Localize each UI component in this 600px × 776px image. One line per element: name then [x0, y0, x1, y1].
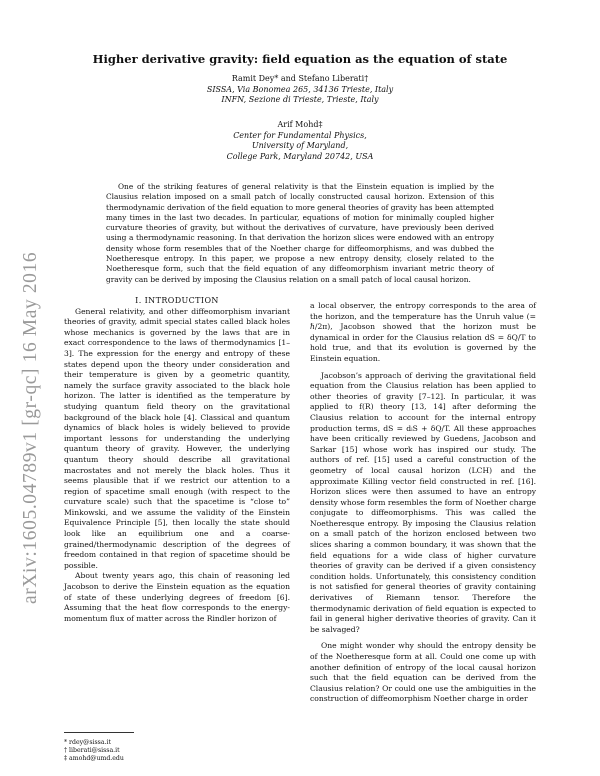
author-block-2: [0, 120, 600, 162]
right-column: [310, 301, 536, 705]
section-heading: I. INTRODUCTION: [135, 296, 219, 305]
affiliation-umd: University of Maryland,: [251, 141, 349, 151]
footnote-email-liberati: † liberati@sissa.it: [64, 747, 120, 754]
affiliation-cfp: Center for Fundamental Physics,: [233, 130, 367, 140]
author-block-1: [0, 74, 600, 106]
intro-paragraph-4: Jacobson’s approach of deriving the gravitational field equation from the Clausius relation has been applied to other theories of gravity [7–12]. In particular, it was applied to f(R) theory [13, 14] after deforming the Clausius relation to account for the internal entropy production terms, dS = dᵢS + δQ/T. All these approaches have been critically reviewed by Guedens, Jacobson and Sarkar [15] whose work has inspired our study. The authors of ref. [15] used a careful construction of the geometry of local causal horizon (LCH) and the approximate Killing vector field constructed in ref. [16]. Horizon slices were then assumed to have an entropy density whose form resembles the form of Noether charge conjugate to diffeomorphisms. This was called the Noetheresque entropy. By imposing the Clausius relation on a small patch of the horizon enclosed between two slices sharing a common boundary, it was shown that the field equations for a wide class of higher curvature theories of gravity can be derived if a given consistency condition holds. Unfortunately, this consistency condition is not satisfied for general theories of gravity containing derivatives of Riemann tensor. Therefore the thermodynamic derivation of field equation is expected to fail in general higher derivative theories of gravity. Can it be salvaged?: [310, 370, 536, 634]
arxiv-identifier: arXiv:1605.04789v1 [gr-qc] 16 May 2016: [20, 251, 41, 604]
intro-paragraph-3: a local observer, the entropy corresponds to the area of the horizon, and the temperature has the Unruh value (= ℏ/2π), Jacobson showed that the horizon must be dynamical in order for the Clausius relation dS = δQ/T to hold true, and that its evolution is governed by the Einstein equation.: [310, 301, 536, 363]
left-column: [64, 296, 290, 624]
intro-paragraph-5: One might wonder why should the entropy density be of the Noetheresque form at all. Could one come up with another definition of entropy of the local causal horizon such that the field equation can be derived from the Clausius relation? Or could one use the ambiguities in the construction of diffeomorphism Noether charge in order: [310, 641, 536, 704]
abstract: One of the striking features of general relativity is that the Einstein equation is implied by the Clausius relation imposed on a small patch of locally constructed causal horizon. Extension of this thermodynamic derivation of the field equation to more general theories of gravity has been attempted many times in the last two decades. In particular, equations of motion for minimally coupled higher curvature theories of gravity, but without the derivatives of curvature, have previously been derived using a thermodynamic reasoning. In that derivation the horizon slices were endowed with an entropy density whose form resembles that of the Noether charge for diffeomorphisms, and was dubbed the Noetheresque entropy. In this paper, we propose a new entropy density, closely related to the Noetheresque form, such that the field equation of any diffeomorphism invariant metric theory of gravity can be derived by imposing the Clausius relation on a small patch of local causal horizon.: [106, 182, 494, 284]
authors-line-2: Arif Mohd‡: [277, 120, 323, 129]
affiliation-sissa: SISSA, Via Bonomea 265, 34136 Trieste, Italy: [206, 84, 394, 94]
footnote-email-mohd: ‡ amohd@umd.edu: [64, 755, 124, 762]
intro-paragraph-2: About twenty years ago, this chain of reasoning led Jacobson to derive the Einstein equation as the equation of state of these underlying degrees of freedom [6]. Assuming that the heat flow corresponds to the energy-momentum flux of matter across the Rindler horizon of: [64, 571, 290, 623]
affiliation-infn: INFN, Sezione di Trieste, Trieste, Italy: [221, 95, 379, 105]
paper-title: Higher derivative gravity: field equation as the equation of state: [92, 52, 508, 66]
intro-paragraph-1: General relativity, and other diffeomorphism invariant theories of gravity, admit special states called black holes whose mechanics is governed by the laws that are in exact correspondence to the laws of thermodynamics [1–3]. The expression for the energy and entropy of these states depend upon the theory under consideration and their temperature is given by a geometric quantity, namely the surface gravity associated to the black hole horizon. The latter is identified as the temperature by studying quantum field theory on the gravitational background of the black hole [4]. Classical and quantum dynamics of black holes is widely believed to provide important lessons for understanding the underlying quantum theory of gravity. However, the underlying quantum theory should describe all gravitational macrostates and not merely the black holes. Thus it seems plausible that if we restrict our attention to a region of spacetime small enough (with respect to the curvature scale) such that the spacetime is “close to” Minkowski, and we assume the validity of the Einstein Equivalence Principle [5], then locally the state should look like an equilibrium one and a coarse-grained/thermodynamic description of the degrees of freedom contained in that region of spacetime should be possible.: [64, 306, 290, 570]
footnotes: [64, 732, 290, 763]
footnote-email-dey: * rdey@sissa.it: [64, 739, 111, 746]
authors-line-1: Ramit Dey* and Stefano Liberati†: [231, 74, 369, 83]
footnote-rule: [64, 732, 134, 733]
affiliation-address: College Park, Maryland 20742, USA: [226, 151, 374, 161]
